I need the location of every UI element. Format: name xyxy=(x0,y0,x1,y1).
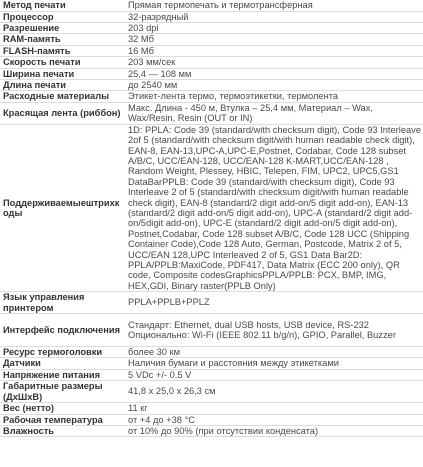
spec-value: Этикет-лента термо, термоэтикетки, термолента xyxy=(124,91,423,102)
spec-key: Датчики xyxy=(0,358,124,369)
spec-row-ram xyxy=(0,34,423,45)
spec-key: Красящая лента (риббон) xyxy=(0,102,124,124)
spec-row-processor xyxy=(0,11,423,22)
spec-key: Интерфейс подключения xyxy=(0,314,124,347)
spec-key: Габаритные размеры (ДхШхВ) xyxy=(0,381,124,403)
spec-value: 203 мм/сек xyxy=(124,57,423,68)
spec-row-print-length xyxy=(0,79,423,90)
spec-key: Язык управления принтером xyxy=(0,292,124,314)
spec-row-flash xyxy=(0,45,423,56)
spec-key: Рабочая температура xyxy=(0,414,124,425)
spec-value: от +4 до +38 °C xyxy=(124,414,423,425)
spec-row-weight xyxy=(0,403,423,414)
spec-row-humidity xyxy=(0,425,423,436)
spec-value: 25,4 — 108 мм xyxy=(124,68,423,79)
spec-value: от 10% до 90% (при отсутствии конденсата) xyxy=(124,425,423,436)
spec-row-power xyxy=(0,369,423,380)
spec-value: Стандарт: Ethernet, dual USB hosts, USB device, RS-232 Опционально: Wi-Fi (IEEE 802.11 b/g/n), GPIO, Parallel, Buzzer xyxy=(124,314,423,347)
spec-key: Поддерживаемыештрихкоды xyxy=(0,124,124,292)
spec-key: Влажность xyxy=(0,425,124,436)
spec-key: Длина печати xyxy=(0,79,124,90)
spec-value: Макс. Длина - 450 м, Втулка – 25,4 мм, Материал – Wax, Wax/Resin, Resin (OUT or IN) xyxy=(124,102,423,124)
spec-row-ribbon xyxy=(0,102,423,124)
spec-key: Ресурс термоголовки xyxy=(0,347,124,358)
spec-key: FLASH-память xyxy=(0,45,124,56)
spec-value: 32 Мб xyxy=(124,34,423,45)
spec-row-print-width xyxy=(0,68,423,79)
spec-row-resolution xyxy=(0,22,423,33)
spec-row-barcodes xyxy=(0,124,423,292)
spec-row-consumables xyxy=(0,91,423,102)
spec-value: 203 dpi xyxy=(124,22,423,33)
spec-key: Расходные материалы xyxy=(0,91,124,102)
spec-key: Разрешение xyxy=(0,22,124,33)
spec-key: RAM-память xyxy=(0,34,124,45)
spec-row-sensors xyxy=(0,358,423,369)
spec-value: 41,8 x 25,0 x 26,3 см xyxy=(124,381,423,403)
spec-row-printhead-life xyxy=(0,347,423,358)
spec-value: Наличия бумаги и расстояния между этикетками xyxy=(124,358,423,369)
spec-row-dimensions xyxy=(0,381,423,403)
spec-value: 16 Мб xyxy=(124,45,423,56)
spec-row-control-language xyxy=(0,292,423,314)
spec-key: Метод печати xyxy=(0,0,124,11)
spec-row-operating-temp xyxy=(0,414,423,425)
spec-key: Ширина печати xyxy=(0,68,124,79)
spec-key: Вес (нетто) xyxy=(0,403,124,414)
spec-value: более 30 км xyxy=(124,347,423,358)
spec-value: PPLA+PPLB+PPLZ xyxy=(124,292,423,314)
spec-value: 1D: PPLA: Code 39 (standard/with checksum digit), Code 93 Interleave 2of 5 (standard/with checksum digit/with human readable check digit), EAN-8, EAN-13,UPC-A,UPC-E,Postnet, Codabar, Code 128 subset A/B/C, UCC/EAN-128, UCC/EAN-128 K-MART,UCC/EAN-128 , Random Weight, Plessey, HBIC, Telepen, FIM, UPC2, UPC5,GS1 DataBarPPLB: Code 39 (standard/with checksum digit), Code 93 Interleave 2 of 5 (standard/with checksum digit/with human readable check digit), EAN-8 (standard/2 digit add-on/5 digit add-on), EAN-13 (standard/2 digit add-on/5 digit add-on), UPC-A (standard/2 digit add-on/5digit add-on), UPC-E (standard/2 digit add-on/5 digit add-on), Postnet,Codabar, Code 128 subset A/B/C, Code 128 UCC (Shipping Container Code),Code 128 Auto, German, Postcode, Matrix 2 of 5, UCC/EAN 128,UPC Interleaved 2 of 5, GS1 Data Bar2D: PPLA/PPLB:MaxiCode, PDF417, Data Matrix (ECC 200 only), QR code, Composite codesGraphicsPPLA/PPLB: PCX, BMP, IMG, HEX,GDI, Binary raster(PPLB Only) xyxy=(124,124,423,292)
spec-value: Прямая термопечать и термотрансферная xyxy=(124,0,423,11)
spec-key: Напряжение питания xyxy=(0,369,124,380)
spec-key: Процессор xyxy=(0,11,124,22)
spec-key: Скорость печати xyxy=(0,57,124,68)
spec-value: 5 VDc +/- 0.5 V xyxy=(124,369,423,380)
spec-row-print-speed xyxy=(0,57,423,68)
spec-row-interface xyxy=(0,314,423,347)
spec-row-print-method xyxy=(0,0,423,11)
spec-value: 32-разрядный xyxy=(124,11,423,22)
spec-value: до 2540 мм xyxy=(124,79,423,90)
spec-value: 11 кг xyxy=(124,403,423,414)
